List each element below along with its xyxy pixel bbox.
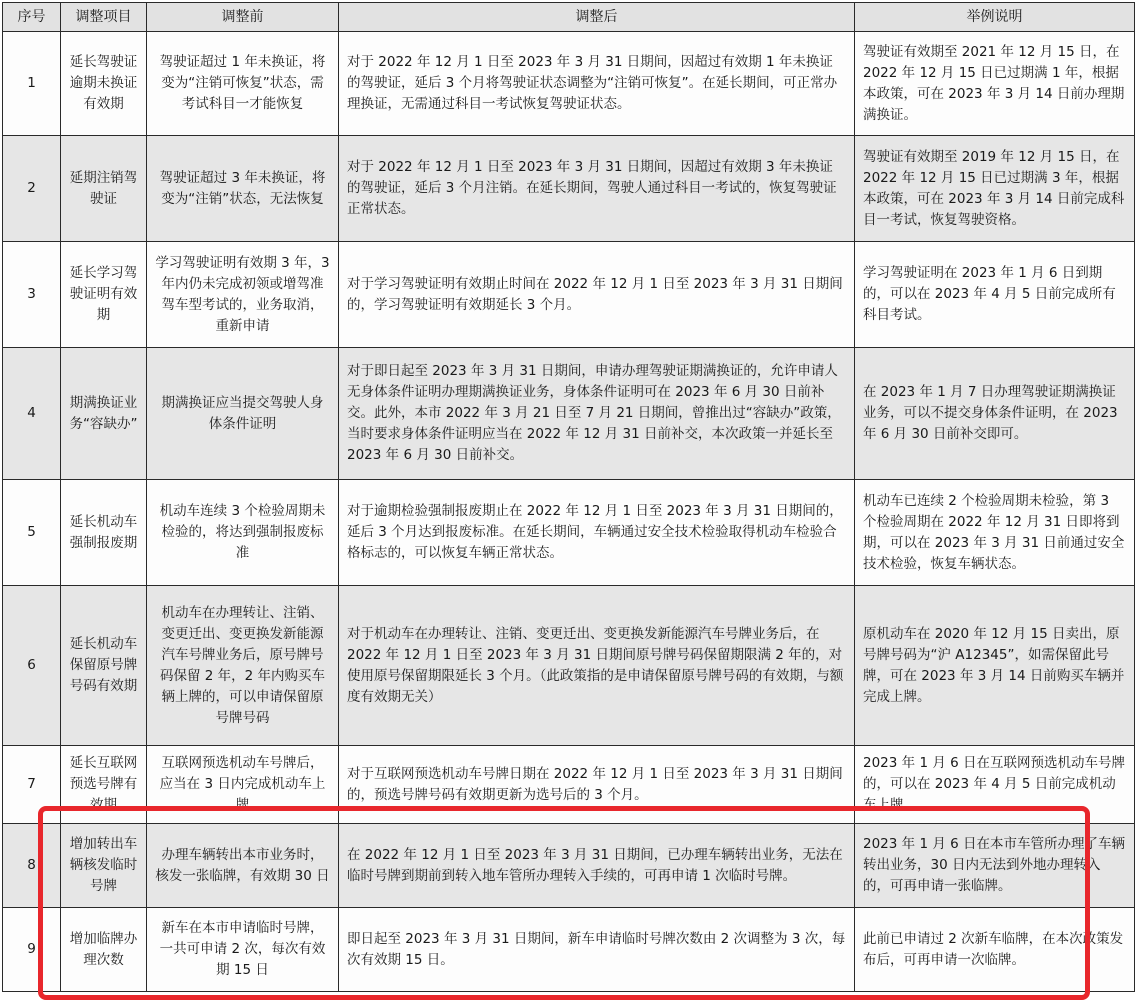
table-row bbox=[3, 242, 1135, 348]
row-adjustment-item: 延期注销驾驶证 bbox=[61, 136, 147, 242]
row-before-text: 互联网预选机动车号牌后，应当在 3 日内完成机动车上牌 bbox=[147, 746, 339, 824]
row-example-text: 机动车已连续 2 个检验周期未检验，第 3 个检验周期在 2022 年 12 月 31 日即将到期，可以在 2023 年 3 月 31 日前通过安全技术检验，恢复车辆状态。 bbox=[855, 480, 1135, 586]
row-serial-no: 9 bbox=[3, 908, 61, 992]
table-row bbox=[3, 32, 1135, 136]
row-before-text: 驾驶证超过 3 年未换证，将变为“注销”状态，无法恢复 bbox=[147, 136, 339, 242]
row-after-text: 对于即日起至 2023 年 3 月 31 日期间，申请办理驾驶证期满换证的，允许申请人无身体条件证明办理期满换证业务，身体条件证明可在 2023 年 6 月 30 日前补交。此外，本市 2022 年 3 月 21 日至 7 月 21 日期间，曾推出过“容缺办”政策，当时要求身体条件证明应当在 2022 年 12 月 31 日前补交，本次政策一并延长至 2023 年 6 月 30 日前补交。 bbox=[339, 348, 855, 480]
row-example-text: 此前已申请过 2 次新车临牌，在本次政策发布后，可再申请一次临牌。 bbox=[855, 908, 1135, 992]
row-serial-no: 7 bbox=[3, 746, 61, 824]
row-before-text: 机动车连续 3 个检验周期未检验的，将达到强制报废标准 bbox=[147, 480, 339, 586]
table-row bbox=[3, 908, 1135, 992]
table-row bbox=[3, 136, 1135, 242]
row-serial-no: 3 bbox=[3, 242, 61, 348]
table-row bbox=[3, 586, 1135, 746]
row-adjustment-item: 期满换证业务“容缺办” bbox=[61, 348, 147, 480]
table-body bbox=[3, 32, 1135, 992]
row-example-text: 原机动车在 2020 年 12 月 15 日卖出，原号牌号码为“沪 A12345”，如需保留此号牌，可在 2023 年 3 月 14 日前购买车辆并完成上牌。 bbox=[855, 586, 1135, 746]
row-before-text: 机动车在办理转让、注销、变更迁出、变更换发新能源汽车号牌业务后，原号牌号码保留 2 年，2 年内购买车辆上牌的，可以申请保留原号牌号码 bbox=[147, 586, 339, 746]
row-before-text: 新车在本市申请临时号牌，一共可申请 2 次，每次有效期 15 日 bbox=[147, 908, 339, 992]
row-after-text: 对于逾期检验强制报废期止在 2022 年 12 月 1 日至 2023 年 3 月 31 日期间的，延后 3 个月达到报废标准。在延长期间，车辆通过安全技术检验取得机动车检验合格标志的，可以恢复车辆正常状态。 bbox=[339, 480, 855, 586]
table-header bbox=[3, 3, 1135, 32]
header-row bbox=[3, 3, 1135, 32]
row-adjustment-item: 增加临牌办理次数 bbox=[61, 908, 147, 992]
row-adjustment-item: 延长机动车保留原号牌号码有效期 bbox=[61, 586, 147, 746]
row-after-text: 对于机动车在办理转让、注销、变更迁出、变更换发新能源汽车号牌业务后，在 2022 年 12 月 1 日至 2023 年 3 月 31 日期间原号牌号码保留期限满 2 年的，对使用原号保留期限延长 3 个月。（此政策指的是申请保留原号牌号码的有效期，与额度有效期无关） bbox=[339, 586, 855, 746]
row-before-text: 期满换证应当提交驾驶人身体条件证明 bbox=[147, 348, 339, 480]
row-after-text: 对于学习驾驶证明有效期止时间在 2022 年 12 月 1 日至 2023 年 3 月 31 日期间的，学习驾驶证明有效期延长 3 个月。 bbox=[339, 242, 855, 348]
row-example-text: 驾驶证有效期至 2019 年 12 月 15 日，在 2022 年 12 月 15 日已过期满 3 年，根据本政策，可在 2023 年 3 月 14 日前完成科目一考试，恢复驾驶资格。 bbox=[855, 136, 1135, 242]
row-after-text: 对于 2022 年 12 月 1 日至 2023 年 3 月 31 日期间，因超过有效期 3 年未换证的驾驶证，延后 3 个月注销。在延长期间，驾驶人通过科目一考试的，恢复驾驶证正常状态。 bbox=[339, 136, 855, 242]
header-after-adjustment: 调整后 bbox=[339, 3, 855, 32]
header-serial-no: 序号 bbox=[3, 3, 61, 32]
row-before-text: 学习驾驶证明有效期 3 年，3 年内仍未完成初领或增驾准驾车型考试的，业务取消，重新申请 bbox=[147, 242, 339, 348]
row-adjustment-item: 延长机动车强制报废期 bbox=[61, 480, 147, 586]
row-serial-no: 5 bbox=[3, 480, 61, 586]
header-adjustment-item: 调整项目 bbox=[61, 3, 147, 32]
row-example-text: 驾驶证有效期至 2021 年 12 月 15 日，在 2022 年 12 月 15 日已过期满 1 年，根据本政策，可在 2023 年 3 月 14 日前办理期满换证。 bbox=[855, 32, 1135, 136]
row-after-text: 在 2022 年 12 月 1 日至 2023 年 3 月 31 日期间，已办理车辆转出业务，无法在临时号牌到期前到转入地车管所办理转入手续的，可再申请 1 次临时号牌。 bbox=[339, 824, 855, 908]
row-serial-no: 2 bbox=[3, 136, 61, 242]
row-serial-no: 1 bbox=[3, 32, 61, 136]
row-adjustment-item: 延长互联网预选号牌有效期 bbox=[61, 746, 147, 824]
row-example-text: 2023 年 1 月 6 日在本市车管所办理了车辆转出业务，30 日内无法到外地办理转入的，可再申请一张临牌。 bbox=[855, 824, 1135, 908]
row-adjustment-item: 延长学习驾驶证明有效期 bbox=[61, 242, 147, 348]
row-adjustment-item: 延长驾驶证逾期未换证有效期 bbox=[61, 32, 147, 136]
row-example-text: 学习驾驶证明在 2023 年 1 月 6 日到期的，可以在 2023 年 4 月 5 日前完成所有科目考试。 bbox=[855, 242, 1135, 348]
row-serial-no: 8 bbox=[3, 824, 61, 908]
header-example: 举例说明 bbox=[855, 3, 1135, 32]
row-example-text: 在 2023 年 1 月 7 日办理驾驶证期满换证业务，可以不提交身体条件证明，在 2023 年 6 月 30 日前补交即可。 bbox=[855, 348, 1135, 480]
header-before-adjustment: 调整前 bbox=[147, 3, 339, 32]
table-row bbox=[3, 746, 1135, 824]
row-example-text: 2023 年 1 月 6 日在互联网预选机动车号牌的，可以在 2023 年 4 月 5 日前完成机动车上牌。 bbox=[855, 746, 1135, 824]
row-after-text: 对于互联网预选机动车号牌日期在 2022 年 12 月 1 日至 2023 年 3 月 31 日期间的，预选号牌号码有效期更新为选号后的 3 个月。 bbox=[339, 746, 855, 824]
row-after-text: 对于 2022 年 12 月 1 日至 2023 年 3 月 31 日期间，因超过有效期 1 年未换证的驾驶证，延后 3 个月将驾驶证状态调整为“注销可恢复”。在延长期间，可正常办理换证，无需通过科目一考试恢复驾驶证状态。 bbox=[339, 32, 855, 136]
row-serial-no: 6 bbox=[3, 586, 61, 746]
row-serial-no: 4 bbox=[3, 348, 61, 480]
row-before-text: 办理车辆转出本市业务时，核发一张临牌，有效期 30 日 bbox=[147, 824, 339, 908]
row-before-text: 驾驶证超过 1 年未换证，将变为“注销可恢复”状态，需考试科目一才能恢复 bbox=[147, 32, 339, 136]
policy-adjustment-table bbox=[2, 2, 1135, 992]
table-row bbox=[3, 480, 1135, 586]
row-adjustment-item: 增加转出车辆核发临时号牌 bbox=[61, 824, 147, 908]
table-row bbox=[3, 348, 1135, 480]
row-after-text: 即日起至 2023 年 3 月 31 日期间，新车申请临时号牌次数由 2 次调整为 3 次，每次有效期 15 日。 bbox=[339, 908, 855, 992]
table-row bbox=[3, 824, 1135, 908]
